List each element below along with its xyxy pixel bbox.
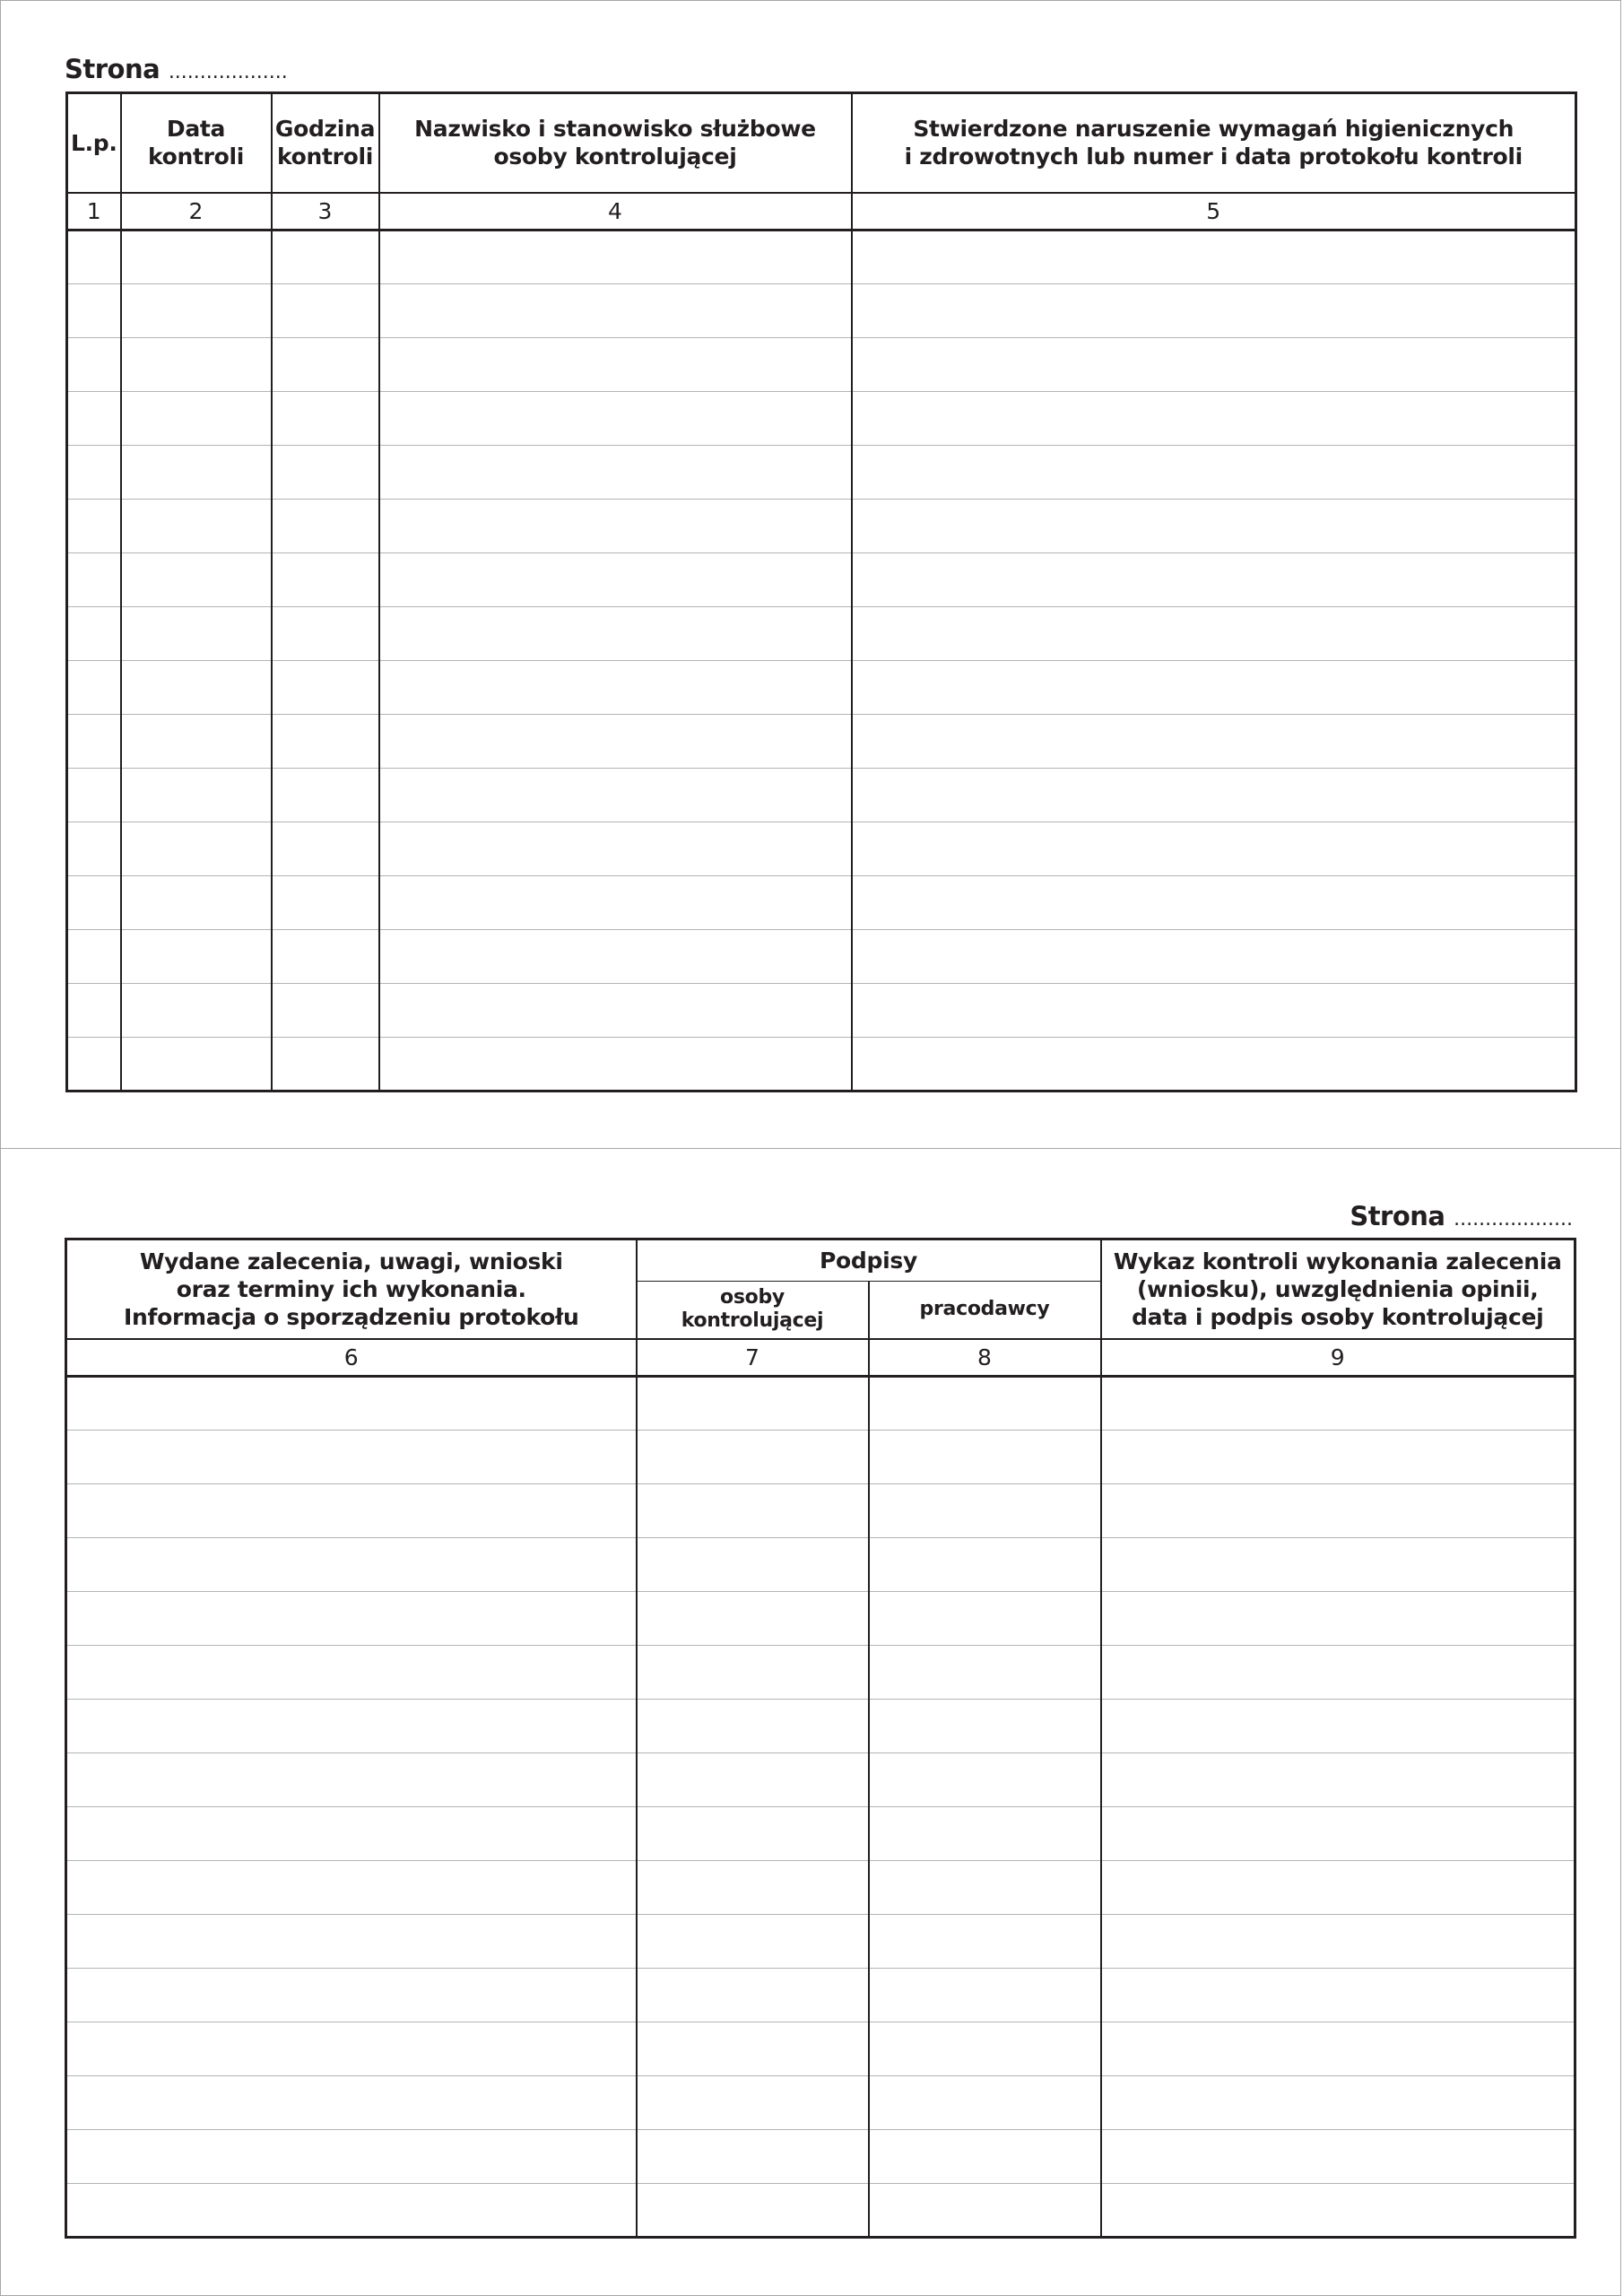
empty-cell[interactable] xyxy=(67,1038,121,1091)
empty-cell[interactable] xyxy=(1101,2130,1575,2184)
empty-cell[interactable] xyxy=(852,984,1576,1038)
empty-cell[interactable] xyxy=(869,1592,1101,1646)
empty-cell[interactable] xyxy=(379,607,852,661)
table-row xyxy=(67,984,1576,1038)
empty-cell[interactable] xyxy=(1101,2076,1575,2130)
table-row xyxy=(67,876,1576,930)
empty-cell[interactable] xyxy=(121,553,272,607)
empty-cell[interactable] xyxy=(67,553,121,607)
empty-cell[interactable] xyxy=(121,876,272,930)
table-row xyxy=(66,1377,1575,1431)
recommendations-table xyxy=(65,1238,1576,2239)
header-podpisy: Podpisy xyxy=(637,1239,1101,1282)
table-row xyxy=(67,1038,1576,1091)
empty-cell[interactable] xyxy=(67,661,121,715)
column-number: 1 xyxy=(67,193,121,230)
empty-cell[interactable] xyxy=(66,1969,637,2022)
empty-cell[interactable] xyxy=(869,2184,1101,2238)
empty-cell[interactable] xyxy=(1101,1431,1575,1484)
table-row xyxy=(66,2130,1575,2184)
empty-cell[interactable] xyxy=(272,930,379,984)
empty-cell[interactable] xyxy=(379,661,852,715)
empty-cell[interactable] xyxy=(67,930,121,984)
empty-cell[interactable] xyxy=(379,876,852,930)
table-row xyxy=(67,930,1576,984)
empty-cell[interactable] xyxy=(852,500,1576,553)
header-lp: L.p. xyxy=(67,93,121,193)
empty-cell[interactable] xyxy=(66,1807,637,1861)
empty-cell[interactable] xyxy=(272,230,379,284)
table-row xyxy=(67,661,1576,715)
empty-cell[interactable] xyxy=(121,500,272,553)
empty-cell[interactable] xyxy=(66,1538,637,1592)
column-number: 2 xyxy=(121,193,272,230)
empty-cell[interactable] xyxy=(869,1377,1101,1431)
table-row xyxy=(66,1753,1575,1807)
empty-cell[interactable] xyxy=(121,822,272,876)
strona-label: Strona xyxy=(65,54,161,84)
empty-cell[interactable] xyxy=(379,553,852,607)
empty-cell[interactable] xyxy=(637,1377,869,1431)
table-row xyxy=(66,1807,1575,1861)
table-row xyxy=(66,1484,1575,1538)
table-row xyxy=(67,284,1576,338)
empty-cell[interactable] xyxy=(66,1861,637,1915)
strona-label: Strona xyxy=(1350,1201,1445,1231)
empty-cell[interactable] xyxy=(66,2130,637,2184)
empty-cell[interactable] xyxy=(272,769,379,822)
table-row xyxy=(67,500,1576,553)
column-number: 4 xyxy=(379,193,852,230)
empty-cell[interactable] xyxy=(869,1700,1101,1753)
empty-cell[interactable] xyxy=(272,876,379,930)
empty-cell[interactable] xyxy=(379,392,852,446)
empty-cell[interactable] xyxy=(637,1969,869,2022)
empty-cell[interactable] xyxy=(852,446,1576,500)
empty-cell[interactable] xyxy=(637,2130,869,2184)
column-number: 7 xyxy=(637,1339,869,1377)
empty-cell[interactable] xyxy=(852,930,1576,984)
empty-cell[interactable] xyxy=(272,1038,379,1091)
empty-cell[interactable] xyxy=(67,769,121,822)
empty-cell[interactable] xyxy=(637,1592,869,1646)
empty-cell[interactable] xyxy=(1101,2022,1575,2076)
empty-cell[interactable] xyxy=(66,2022,637,2076)
empty-cell[interactable] xyxy=(852,661,1576,715)
empty-cell[interactable] xyxy=(67,230,121,284)
empty-cell[interactable] xyxy=(379,984,852,1038)
empty-cell[interactable] xyxy=(869,1646,1101,1700)
empty-cell[interactable] xyxy=(121,715,272,769)
empty-cell[interactable] xyxy=(67,446,121,500)
empty-cell[interactable] xyxy=(637,2184,869,2238)
empty-cell[interactable] xyxy=(1101,2184,1575,2238)
empty-cell[interactable] xyxy=(869,2130,1101,2184)
empty-cell[interactable] xyxy=(869,1969,1101,2022)
empty-cell[interactable] xyxy=(379,446,852,500)
empty-cell[interactable] xyxy=(67,984,121,1038)
header-pracodawcy: pracodawcy xyxy=(869,1282,1101,1339)
empty-cell[interactable] xyxy=(379,500,852,553)
empty-cell[interactable] xyxy=(272,607,379,661)
table-row xyxy=(67,338,1576,392)
empty-cell[interactable] xyxy=(121,984,272,1038)
empty-cell[interactable] xyxy=(852,392,1576,446)
empty-cell[interactable] xyxy=(637,1807,869,1861)
page-number-field[interactable]: ................... xyxy=(168,61,288,83)
empty-cell[interactable] xyxy=(272,553,379,607)
empty-cell[interactable] xyxy=(121,1038,272,1091)
empty-cell[interactable] xyxy=(852,769,1576,822)
sheet-top xyxy=(0,0,1621,1149)
empty-cell[interactable] xyxy=(869,2022,1101,2076)
empty-cell[interactable] xyxy=(272,500,379,553)
empty-cell[interactable] xyxy=(66,2184,637,2238)
empty-cell[interactable] xyxy=(67,500,121,553)
empty-cell[interactable] xyxy=(66,2076,637,2130)
empty-cell[interactable] xyxy=(66,1915,637,1969)
column-number: 3 xyxy=(272,193,379,230)
empty-cell[interactable] xyxy=(66,1377,637,1431)
empty-cell[interactable] xyxy=(1101,1646,1575,1700)
table-row xyxy=(66,1538,1575,1592)
empty-cell[interactable] xyxy=(637,1484,869,1538)
empty-cell[interactable] xyxy=(637,1646,869,1700)
empty-cell[interactable] xyxy=(637,2022,869,2076)
column-number: 6 xyxy=(66,1339,637,1377)
empty-cell[interactable] xyxy=(67,876,121,930)
table-row xyxy=(67,715,1576,769)
table-row xyxy=(67,553,1576,607)
header-nazwisko-stanowisko: Nazwisko i stanowisko służbowe osoby kontrolującej xyxy=(379,93,852,193)
empty-cell[interactable] xyxy=(852,553,1576,607)
empty-cell[interactable] xyxy=(1101,1861,1575,1915)
empty-cell[interactable] xyxy=(379,822,852,876)
empty-cell[interactable] xyxy=(121,930,272,984)
empty-cell[interactable] xyxy=(272,822,379,876)
empty-cell[interactable] xyxy=(637,1538,869,1592)
control-register-table xyxy=(65,91,1577,1092)
empty-cell[interactable] xyxy=(121,392,272,446)
table-row xyxy=(66,2184,1575,2238)
empty-cell[interactable] xyxy=(637,1431,869,1484)
empty-cell[interactable] xyxy=(869,1861,1101,1915)
empty-cell[interactable] xyxy=(1101,1484,1575,1538)
empty-cell[interactable] xyxy=(121,338,272,392)
empty-cell[interactable] xyxy=(66,1753,637,1807)
empty-cell[interactable] xyxy=(637,1700,869,1753)
page-number-label-bottom xyxy=(1350,1201,1573,1231)
empty-cell[interactable] xyxy=(869,2076,1101,2130)
table-row xyxy=(66,2076,1575,2130)
empty-cell[interactable] xyxy=(379,284,852,338)
empty-cell[interactable] xyxy=(121,661,272,715)
table-row xyxy=(67,769,1576,822)
empty-cell[interactable] xyxy=(67,284,121,338)
empty-cell[interactable] xyxy=(869,1538,1101,1592)
column-number: 9 xyxy=(1101,1339,1575,1377)
empty-cell[interactable] xyxy=(379,769,852,822)
empty-cell[interactable] xyxy=(852,607,1576,661)
empty-cell[interactable] xyxy=(272,338,379,392)
table-row xyxy=(66,1646,1575,1700)
table-row xyxy=(66,1861,1575,1915)
empty-cell[interactable] xyxy=(66,1592,637,1646)
empty-cell[interactable] xyxy=(869,1807,1101,1861)
empty-cell[interactable] xyxy=(379,1038,852,1091)
empty-cell[interactable] xyxy=(272,715,379,769)
empty-cell[interactable] xyxy=(869,1431,1101,1484)
empty-cell[interactable] xyxy=(67,392,121,446)
header-wykaz-kontroli: Wykaz kontroli wykonania zalecenia (wniosku), uwzględnienia opinii, data i podpis osoby kontrolującej xyxy=(1101,1239,1575,1339)
table-row xyxy=(67,392,1576,446)
table-row xyxy=(66,1915,1575,1969)
empty-cell[interactable] xyxy=(121,607,272,661)
empty-cell[interactable] xyxy=(67,607,121,661)
empty-cell[interactable] xyxy=(637,2076,869,2130)
empty-cell[interactable] xyxy=(1101,1538,1575,1592)
empty-cell[interactable] xyxy=(637,1915,869,1969)
empty-cell[interactable] xyxy=(272,446,379,500)
table-row xyxy=(66,1969,1575,2022)
empty-cell[interactable] xyxy=(1101,1753,1575,1807)
empty-cell[interactable] xyxy=(1101,1377,1575,1431)
empty-cell[interactable] xyxy=(1101,1807,1575,1861)
empty-cell[interactable] xyxy=(852,338,1576,392)
empty-cell[interactable] xyxy=(272,392,379,446)
empty-cell[interactable] xyxy=(1101,1592,1575,1646)
table-row xyxy=(67,607,1576,661)
table-row xyxy=(67,822,1576,876)
column-number: 5 xyxy=(852,193,1576,230)
empty-cell[interactable] xyxy=(852,876,1576,930)
empty-cell[interactable] xyxy=(637,1753,869,1807)
table-row xyxy=(66,1592,1575,1646)
column-number: 8 xyxy=(869,1339,1101,1377)
table-row xyxy=(67,446,1576,500)
empty-cell[interactable] xyxy=(869,1484,1101,1538)
empty-cell[interactable] xyxy=(66,1484,637,1538)
empty-cell[interactable] xyxy=(852,284,1576,338)
empty-cell[interactable] xyxy=(66,1646,637,1700)
empty-cell[interactable] xyxy=(67,715,121,769)
page-number-field[interactable]: ................... xyxy=(1454,1208,1573,1231)
table-row xyxy=(66,1700,1575,1753)
empty-cell[interactable] xyxy=(1101,1700,1575,1753)
empty-cell[interactable] xyxy=(852,1038,1576,1091)
empty-cell[interactable] xyxy=(1101,1915,1575,1969)
empty-cell[interactable] xyxy=(66,1431,637,1484)
header-wydane-zalecenia: Wydane zalecenia, uwagi, wnioski oraz terminy ich wykonania. Informacja o sporządzeniu protokołu xyxy=(66,1239,637,1339)
empty-cell[interactable] xyxy=(852,822,1576,876)
empty-cell[interactable] xyxy=(121,230,272,284)
empty-cell[interactable] xyxy=(121,284,272,338)
header-osoby-kontrolujacej: osoby kontrolującej xyxy=(637,1282,869,1339)
table-row xyxy=(67,230,1576,284)
table-row xyxy=(66,1431,1575,1484)
empty-cell[interactable] xyxy=(637,1861,869,1915)
empty-cell[interactable] xyxy=(272,284,379,338)
empty-cell[interactable] xyxy=(379,230,852,284)
page-number-label-top xyxy=(65,54,288,84)
empty-cell[interactable] xyxy=(67,822,121,876)
header-data-kontroli: Data kontroli xyxy=(121,93,272,193)
empty-cell[interactable] xyxy=(121,446,272,500)
table-row xyxy=(66,2022,1575,2076)
table-body-bottom xyxy=(66,1377,1575,2238)
empty-cell[interactable] xyxy=(67,338,121,392)
empty-cell[interactable] xyxy=(379,930,852,984)
empty-cell[interactable] xyxy=(1101,1969,1575,2022)
table-body-top xyxy=(67,230,1576,1091)
empty-cell[interactable] xyxy=(869,1753,1101,1807)
header-stwierdzone-naruszenie: Stwierdzone naruszenie wymagań higienicznych i zdrowotnych lub numer i data protokołu kontroli xyxy=(852,93,1576,193)
empty-cell[interactable] xyxy=(272,661,379,715)
empty-cell[interactable] xyxy=(272,984,379,1038)
empty-cell[interactable] xyxy=(852,715,1576,769)
empty-cell[interactable] xyxy=(379,338,852,392)
empty-cell[interactable] xyxy=(852,230,1576,284)
header-godzina-kontroli: Godzina kontroli xyxy=(272,93,379,193)
empty-cell[interactable] xyxy=(66,1700,637,1753)
empty-cell[interactable] xyxy=(379,715,852,769)
empty-cell[interactable] xyxy=(121,769,272,822)
empty-cell[interactable] xyxy=(869,1915,1101,1969)
